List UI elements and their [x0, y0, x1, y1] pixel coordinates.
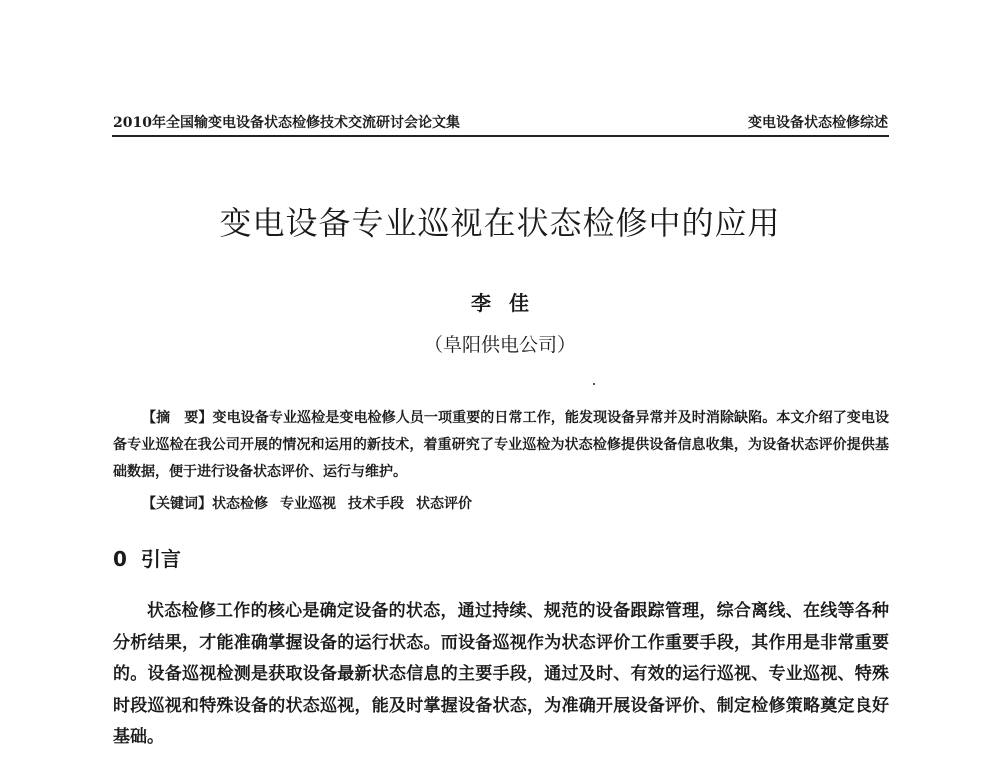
keyword-item: 状态评价 — [416, 496, 472, 512]
paper-affiliation: （阜阳供电公司） — [423, 334, 576, 356]
keywords-label: 【关键词】 — [142, 496, 212, 512]
keyword-item: 状态检修 — [212, 496, 268, 512]
paper-title: 变电设备专业巡视在状态检修中的应用 — [219, 204, 781, 242]
running-header — [113, 112, 888, 136]
section-heading — [113, 543, 181, 572]
abstract-label: 【摘 要】 — [142, 410, 213, 426]
paper-author: 李佳 — [471, 291, 547, 315]
keywords — [142, 491, 484, 518]
header-section-title: 变电设备状态检修综述 — [748, 115, 888, 131]
section-number: 0 — [113, 547, 127, 571]
section-title: 引言 — [140, 547, 181, 571]
keyword-item: 专业巡视 — [280, 496, 336, 512]
header-divider — [112, 135, 889, 137]
abstract — [113, 405, 889, 486]
section-paragraph: 状态检修工作的核心是确定设备的状态，通过持续、规范的设备跟踪管理，综合离线、在线等各种分析结果，才能准确掌握设备的运行状态。而设备巡视作为状态评价工作重要手段，其作用是非常重要的。设备巡视检测是获取设备最新状态信息的主要手段，通过及时、有效的运行巡视、专业巡视、特殊时段巡视和特殊设备的状态巡视，能及时掌握设备状态，为准确开展设备评价、制定检修策略奠定良好基础。 — [113, 601, 889, 747]
abstract-text: 变电设备专业巡检是变电检修人员一项重要的日常工作，能发现设备异常并及时消除缺陷。本文介绍了变电设备专业巡检在我公司开展的情况和运用的新技术，着重研究了专业巡检为状态检修提供设备信息收集，为设备状态评价提供基础数据，便于进行设备状态评价、运行与维护。 — [113, 410, 890, 480]
keyword-item: 技术手段 — [348, 496, 404, 512]
scan-speck — [593, 383, 595, 385]
header-proceedings-title: 2010年全国输变电设备状态检修技术交流研讨会论文集 — [113, 115, 460, 131]
